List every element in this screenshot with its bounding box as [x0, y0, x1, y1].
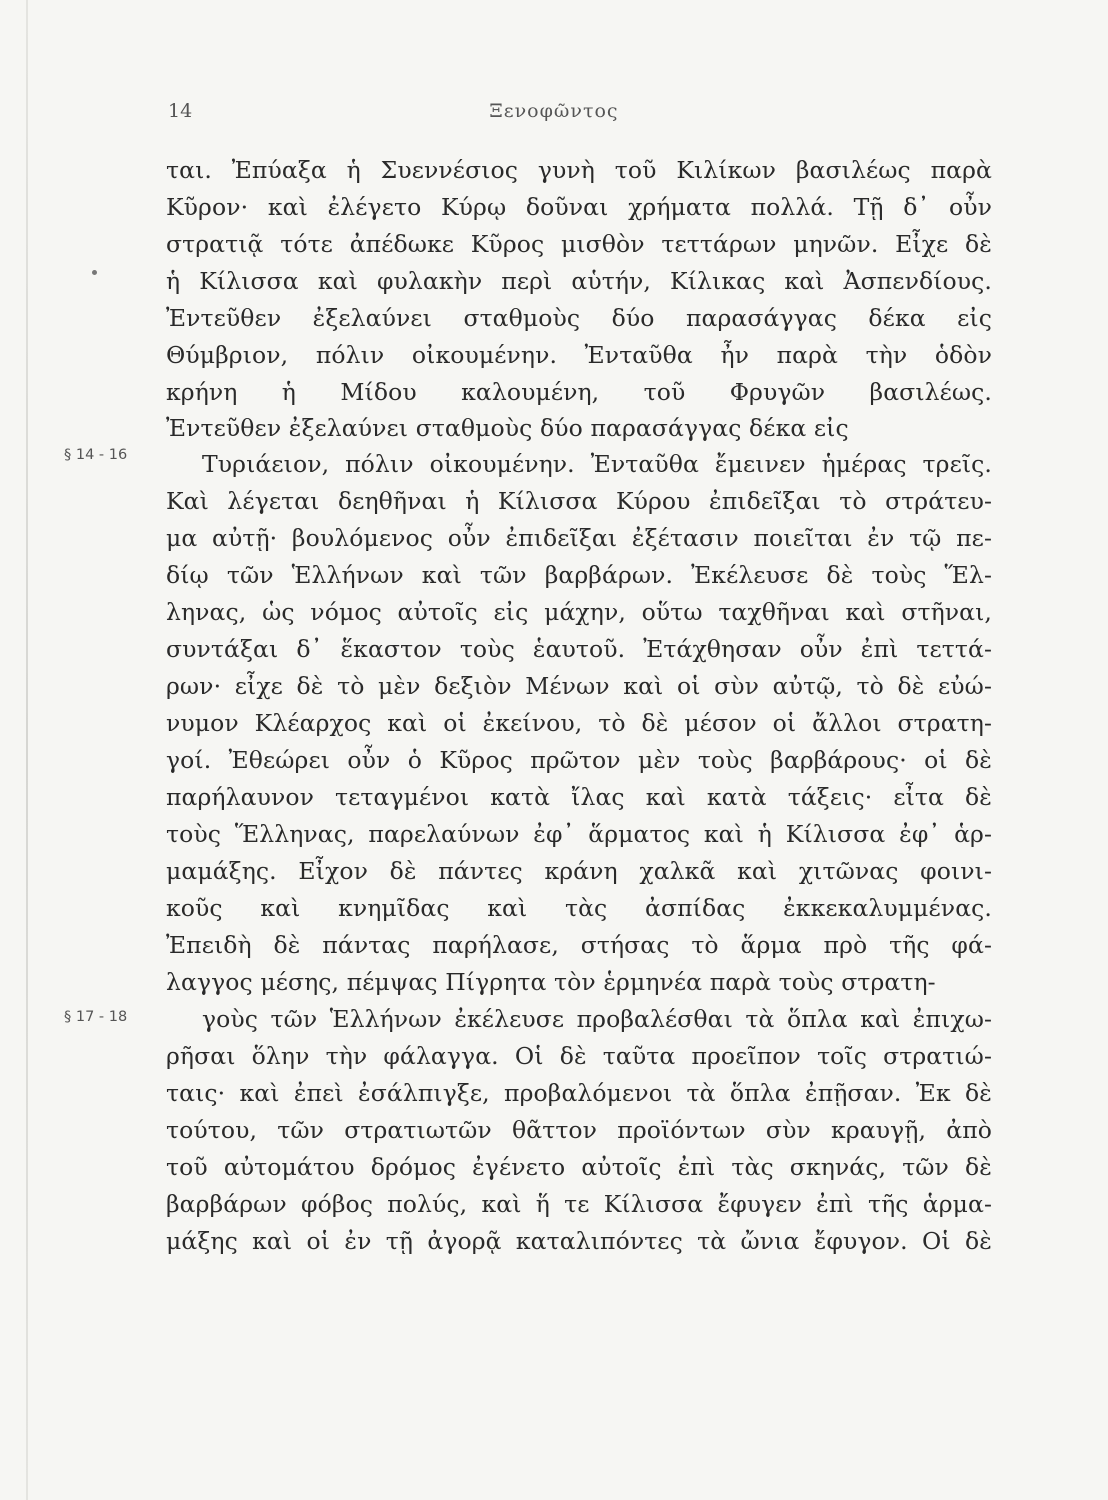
scan-edge-shadow — [26, 0, 28, 1500]
section-marker: § 14 - 16 — [64, 447, 128, 463]
text-line: ἡ Κίλισσα καὶ φυλακὴν περὶ αὑτήν, Κίλικας καὶ Ἀσπενδίους. — [166, 267, 992, 295]
text-line: λαγγος μέσης, πέμψας Πίγρητα τὸν ἑρμηνέα παρὰ τοὺς στρατη- — [166, 968, 936, 996]
margin-dot-mark — [92, 270, 97, 275]
text-line: Κῦρον· καὶ ἐλέγετο Κύρῳ δοῦναι χρήματα πολλά. Τῇ δ᾽ οὖν — [166, 193, 992, 221]
text-line: Καὶ λέγεται δεηθῆναι ἡ Κίλισσα Κύρου ἐπιδεῖξαι τὸ στράτευ- — [166, 487, 992, 515]
text-line: συντάξαι δ᾽ ἕκαστον τοὺς ἑαυτοῦ. Ἐτάχθησαν οὖν ἐπὶ τεττά- — [166, 635, 992, 663]
text-line: νυμον Κλέαρχος καὶ οἱ ἐκείνου, τὸ δὲ μέσον οἱ ἄλλοι στρατη- — [166, 709, 992, 737]
text-line: τούτου, τῶν στρατιωτῶν θᾶττον προϊόντων σὺν κραυγῇ, ἀπὸ — [166, 1116, 992, 1144]
text-line: κρήνη ἡ Μίδου καλουμένη, τοῦ Φρυγῶν βασιλέως. — [166, 378, 992, 406]
text-line: μάξης καὶ οἱ ἐν τῇ ἀγορᾷ καταλιπόντες τὰ ὤνια ἔφυγον. Οἱ δὲ — [166, 1227, 992, 1255]
text-line: μαμάξης. Εἶχον δὲ πάντες κράνη χαλκᾶ καὶ χιτῶνας φοινι- — [166, 857, 992, 885]
text-line: τοὺς Ἕλληνας, παρελαύνων ἐφ᾽ ἅρματος καὶ ἡ Κίλισσα ἐφ᾽ ἁρ- — [166, 820, 992, 848]
text-line: ται. Ἐπύαξα ἡ Συεννέσιος γυνὴ τοῦ Κιλίκων βασιλέως παρὰ — [166, 156, 992, 184]
text-line: στρατιᾷ τότε ἀπέδωκε Κῦρος μισθὸν τεττάρων μηνῶν. Εἶχε δὲ — [166, 230, 992, 258]
text-line: Ἐντεῦθεν ἐξελαύνει σταθμοὺς δύο παρασάγγας δέκα εἰς — [166, 414, 849, 442]
text-line: βαρβάρων φόβος πολύς, καὶ ἥ τε Κίλισσα ἔφυγεν ἐπὶ τῆς ἁρμα- — [166, 1190, 992, 1218]
section-marker: § 17 - 18 — [64, 1009, 128, 1025]
text-line: παρήλαυνον τεταγμένοι κατὰ ἴλας καὶ κατὰ τάξεις· εἶτα δὲ — [166, 783, 992, 811]
text-line: Ἐντεῦθεν ἐξελαύνει σταθμοὺς δύο παρασάγγας δέκα εἰς — [166, 304, 992, 332]
running-title: Ξενοφῶντος — [489, 100, 619, 122]
text-line: ρων· εἶχε δὲ τὸ μὲν δεξιὸν Μένων καὶ οἱ σὺν αὐτῷ, τὸ δὲ εὐώ- — [166, 672, 992, 700]
text-line: μα αὐτῇ· βουλόμενος οὖν ἐπιδεῖξαι ἐξέτασιν ποιεῖται ἐν τῷ πε- — [166, 524, 992, 552]
text-line: Θύμβριον, πόλιν οἰκουμένην. Ἐνταῦθα ἦν παρὰ τὴν ὁδὸν — [166, 341, 992, 369]
text-line — [166, 1263, 992, 1293]
text-line: γοὺς τῶν Ἑλλήνων ἐκέλευσε προβαλέσθαι τὰ ὅπλα καὶ ἐπιχω- — [202, 1005, 992, 1033]
text-line: Τυριάειον, πόλιν οἰκουμένην. Ἐνταῦθα ἔμεινεν ἡμέρας τρεῖς. — [202, 450, 992, 478]
text-line: τοῦ αὐτομάτου δρόμος ἐγένετο αὐτοῖς ἐπὶ τὰς σκηνάς, τῶν δὲ — [166, 1153, 992, 1181]
text-line — [166, 1300, 992, 1330]
text-line: γοί. Ἐθεώρει οὖν ὁ Κῦρος πρῶτον μὲν τοὺς βαρβάρους· οἱ δὲ — [166, 746, 992, 774]
text-line: δίῳ τῶν Ἑλλήνων καὶ τῶν βαρβάρων. Ἐκέλευσε δὲ τοὺς Ἕλ- — [166, 561, 992, 589]
text-line: Ἐπειδὴ δὲ πάντας παρήλασε, στήσας τὸ ἅρμα πρὸ τῆς φά- — [166, 931, 992, 959]
text-line — [166, 1337, 992, 1367]
text-line: κοῦς καὶ κνημῖδας καὶ τὰς ἀσπίδας ἐκκεκαλυμμένας. — [166, 894, 992, 922]
text-line: ταις· καὶ ἐπεὶ ἐσάλπιγξε, προβαλόμενοι τὰ ὅπλα ἐπῇσαν. Ἐκ δὲ — [166, 1079, 992, 1107]
text-line: ληνας, ὡς νόμος αὐτοῖς εἰς μάχην, οὕτω ταχθῆναι καὶ στῆναι, — [166, 598, 992, 626]
page-number: 14 — [168, 100, 193, 122]
text-line: ρῆσαι ὅλην τὴν φάλαγγα. Οἱ δὲ ταῦτα προεῖπον τοῖς στρατιώ- — [166, 1042, 992, 1070]
